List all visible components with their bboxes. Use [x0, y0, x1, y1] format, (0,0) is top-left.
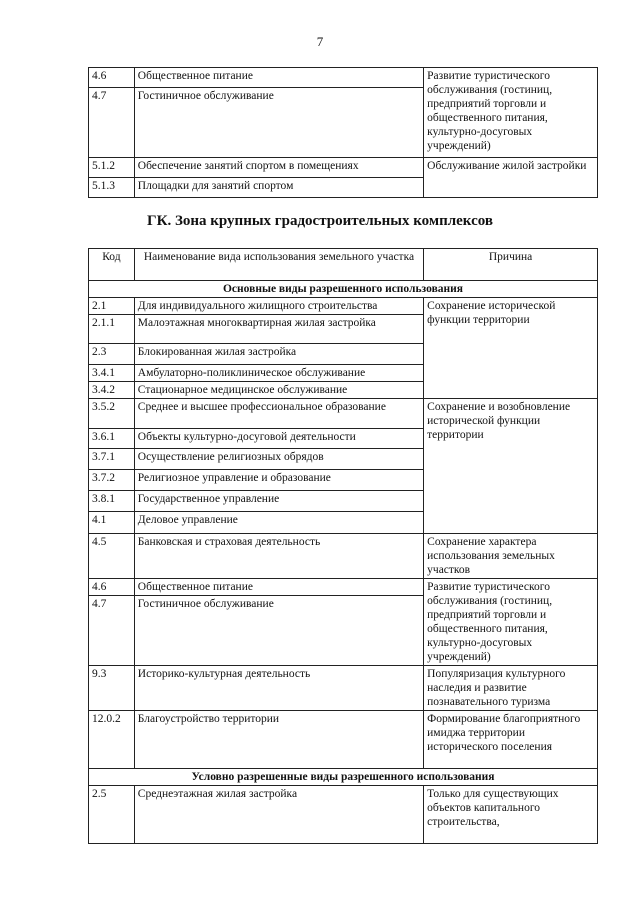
- section-row: [89, 281, 598, 298]
- cell-name: Религиозное управление и образование: [134, 470, 423, 491]
- main-table: [88, 248, 598, 844]
- cell-reason: Только для существующих объектов капитального строительства,: [424, 786, 598, 844]
- cell-code: 3.7.1: [89, 449, 135, 470]
- cell-name: Блокированная жилая застройка: [134, 344, 423, 365]
- cell-code: 3.4.2: [89, 382, 135, 399]
- cell-code: 5.1.3: [89, 178, 135, 198]
- cell-name: Площадки для занятий спортом: [134, 178, 423, 198]
- header-reason: Причина: [424, 249, 598, 281]
- table-row: [89, 786, 598, 844]
- cell-reason: Развитие туристического обслуживания (гостиниц, предприятий торговли и общественного питания, культурно-досуговых учреждений): [424, 68, 598, 158]
- cell-reason: Развитие туристического обслуживания (гостиниц, предприятий торговли и общественного питания, культурно-досуговых учреждений): [424, 579, 598, 666]
- cell-code: 3.4.1: [89, 365, 135, 382]
- cell-reason: Сохранение характера использования земельных участков: [424, 534, 598, 579]
- cell-code: 4.6: [89, 68, 135, 88]
- cell-code: 5.1.2: [89, 158, 135, 178]
- section-row: [89, 769, 598, 786]
- cell-name: Благоустройство территории: [134, 711, 423, 769]
- section-main: Основные виды разрешенного использования: [89, 281, 598, 298]
- header-code: Код: [89, 249, 135, 281]
- cell-code: 12.0.2: [89, 711, 135, 769]
- table-row: [89, 399, 598, 429]
- cell-name: Гостиничное обслуживание: [134, 596, 423, 666]
- cell-reason: Сохранение исторической функции территории: [424, 298, 598, 399]
- cell-name: Государственное управление: [134, 491, 423, 512]
- page-number: 7: [316, 34, 324, 49]
- table-row: [89, 298, 598, 315]
- table-row: [89, 579, 598, 596]
- table-row: [89, 711, 598, 769]
- cell-code: 3.7.2: [89, 470, 135, 491]
- cell-code: 3.8.1: [89, 491, 135, 512]
- cell-code: 4.1: [89, 512, 135, 534]
- table-row: [89, 158, 598, 178]
- cell-code: 2.1: [89, 298, 135, 315]
- cell-name: Среднее и высшее профессиональное образование: [134, 399, 423, 429]
- cell-name: Для индивидуального жилищного строительства: [134, 298, 423, 315]
- cell-name: Общественное питание: [134, 579, 423, 596]
- cell-name: Осуществление религиозных обрядов: [134, 449, 423, 470]
- cell-code: 4.7: [89, 88, 135, 158]
- top-table: [88, 67, 598, 198]
- cell-reason: Обслуживание жилой застройки: [424, 158, 598, 198]
- cell-name: Деловое управление: [134, 512, 423, 534]
- cell-code: 4.7: [89, 596, 135, 666]
- cell-reason: Популяризация культурного наследия и развитие познавательного туризма: [424, 666, 598, 711]
- cell-reason: Сохранение и возобновление исторической функции территории: [424, 399, 598, 534]
- cell-code: 2.5: [89, 786, 135, 844]
- zone-title: ГК. Зона крупных градостроительных комплексов: [147, 213, 493, 229]
- cell-name: Гостиничное обслуживание: [134, 88, 423, 158]
- cell-code: 4.5: [89, 534, 135, 579]
- table-row: [89, 666, 598, 711]
- cell-code: 3.5.2: [89, 399, 135, 429]
- cell-name: Историко-культурная деятельность: [134, 666, 423, 711]
- cell-name: Объекты культурно-досуговой деятельности: [134, 429, 423, 449]
- table-row: [89, 534, 598, 579]
- cell-code: 4.6: [89, 579, 135, 596]
- header-name: Наименование вида использования земельного участка: [134, 249, 423, 281]
- cell-code: 3.6.1: [89, 429, 135, 449]
- cell-reason: Формирование благоприятного имиджа территории исторического поселения: [424, 711, 598, 769]
- header-row: [89, 249, 598, 281]
- cell-code: 2.1.1: [89, 315, 135, 344]
- cell-name: Общественное питание: [134, 68, 423, 88]
- cell-code: 9.3: [89, 666, 135, 711]
- cell-name: Амбулаторно-поликлиническое обслуживание: [134, 365, 423, 382]
- cell-code: 2.3: [89, 344, 135, 365]
- cell-name: Стационарное медицинское обслуживание: [134, 382, 423, 399]
- cell-name: Малоэтажная многоквартирная жилая застройка: [134, 315, 423, 344]
- cell-name: Банковская и страховая деятельность: [134, 534, 423, 579]
- table-row: [89, 68, 598, 88]
- section-conditional: Условно разрешенные виды разрешенного использования: [89, 769, 598, 786]
- cell-name: Обеспечение занятий спортом в помещениях: [134, 158, 423, 178]
- cell-name: Среднеэтажная жилая застройка: [134, 786, 423, 844]
